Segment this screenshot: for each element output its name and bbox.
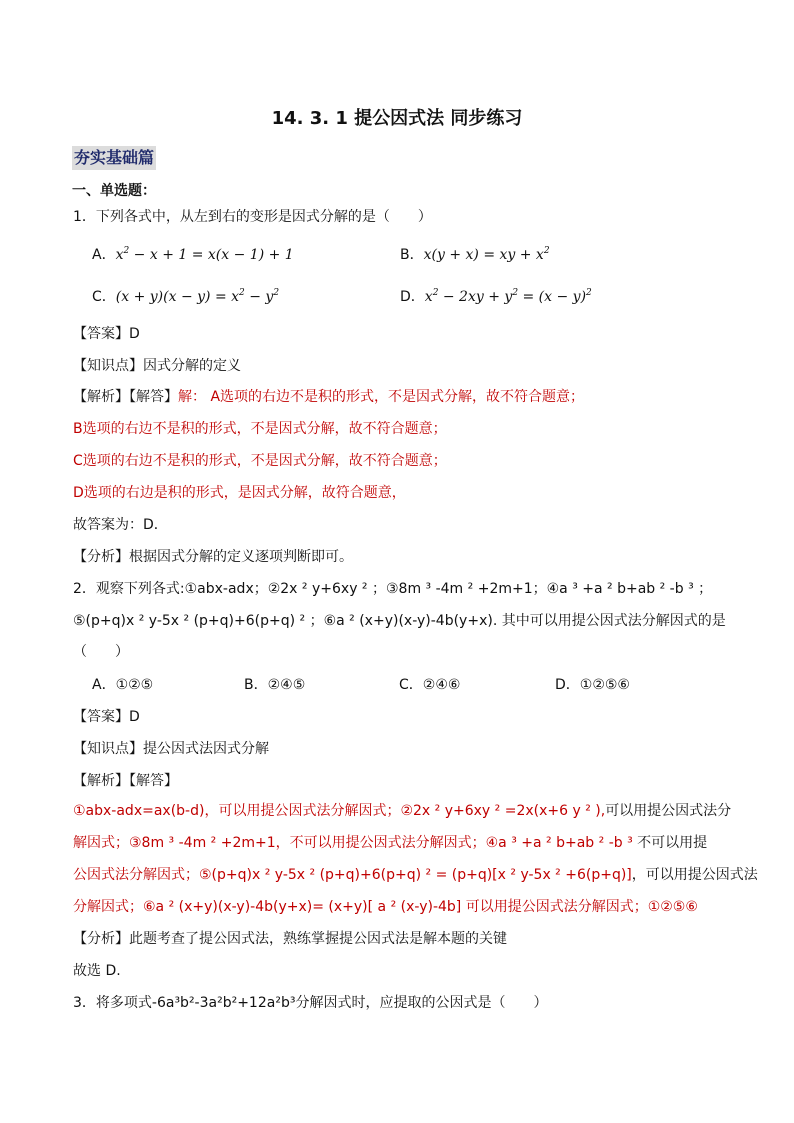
- q1-option-d-label: D．: [400, 289, 425, 305]
- q1-option-c: [92, 287, 279, 307]
- section-heading: 夯实基础篇: [72, 146, 156, 170]
- q1-analysis-tag: 【解析】【解答】: [73, 389, 178, 405]
- q2-option-d: D．①②⑤⑥: [555, 677, 630, 693]
- q2-stem-line-3: （ ）: [73, 644, 129, 660]
- q2-conclusion: 故选 D.: [73, 963, 121, 979]
- q1-conclusion: 故答案为：D．: [73, 517, 168, 533]
- question-type-heading: 一、单选题：: [72, 183, 156, 199]
- q1-option-a-label: A．: [92, 247, 116, 263]
- q1-analysis-line-1: 解： A选项的右边不是积的形式，不是因式分解，故不符合题意；: [178, 389, 585, 405]
- q2-solution-line-1: [73, 801, 731, 821]
- q1-option-b-formula: x(y + x) = xy + $x^2$: [423, 246, 550, 263]
- q2-analysis-tag: 【解析】【解答】: [73, 773, 178, 789]
- q2-solution-line-4: 分解因式；⑥a ² (x+y)(x-y)-4b(y+x)= (x+y)[ a ² (x-y)-4b] 可以用提公因式法分解因式；①②⑤⑥: [73, 899, 698, 915]
- q2-option-b: B．②④⑤: [244, 677, 306, 693]
- q2-solution-1-math: ①abx-adx=ax(b-d)，可以用提公因式法分解因式；②2x ² y+6xy ² =2x(x+6 y ² ),: [73, 803, 606, 819]
- q1-analysis-line-3: C选项的右边不是积的形式，不是因式分解，故不符合题意；: [73, 453, 447, 469]
- q1-analysis: [73, 387, 584, 407]
- q1-knowledge-text: 因式分解的定义: [143, 358, 241, 374]
- q1-option-d: [400, 287, 592, 307]
- q2-solution-line-3: [73, 865, 758, 885]
- q1-option-b: [400, 245, 550, 265]
- q2-stem-line-1: 2．观察下列各式:①abx-adx；②2x ² y+6xy ² ；③8m ³ -4m ² +2m+1；④a ³ +a ² b+ab ² -b ³ ；: [73, 581, 713, 597]
- q2-solution-2-math: 解因式；③8m ³ -4m ² +2m+1，不可以用提公因式法分解因式；④a ³ +a ² b+ab ² -b ³: [73, 835, 638, 851]
- q2-option-c: C．②④⑥: [399, 677, 461, 693]
- q2-solution-line-2: [73, 833, 707, 853]
- q1-option-b-label: B．: [400, 247, 424, 263]
- page-title: 14. 3. 1 提公因式法 同步练习: [271, 108, 523, 129]
- q2-solution-1-text: 可以用提公因式法分: [605, 803, 732, 819]
- q1-knowledge-tag: 【知识点】: [73, 358, 143, 374]
- q2-solution-3-text: ，可以用提公因式法: [631, 867, 758, 883]
- q1-fenxi-text: 根据因式分解的定义逐项判断即可。: [129, 549, 353, 565]
- q2-stem-line-2: ⑤(p+q)x ² y-5x ² (p+q)+6(p+q) ² ；⑥a ² (x+y)(x-y)-4b(y+x). 其中可以用提公因式法分解因式的是: [73, 613, 726, 629]
- q1-option-c-label: C．: [92, 289, 116, 305]
- q2-solution-2-text: 不可以用提: [637, 835, 708, 851]
- q1-fenxi-tag: 【分析】: [73, 549, 129, 565]
- q1-stem: 1．下列各式中，从左到右的变形是因式分解的是（ ）: [73, 209, 432, 225]
- q1-option-a: [92, 245, 294, 265]
- q1-analysis-line-2: B选项的右边不是积的形式，不是因式分解，故不符合题意；: [73, 421, 447, 437]
- q1-option-c-formula: $(x + y)(x - y) = x^2 - y^2$: [115, 288, 280, 305]
- q1-option-a-formula: $x^2 - x + 1 = x(x - 1) + 1$: [115, 246, 294, 263]
- q2-solution-3-math: 公因式法分解因式；⑤(p+q)x ² y-5x ² (p+q)+6(p+q) ² = (p+q)[x ² y-5x ² +6(p+q)]: [73, 867, 632, 883]
- q2-answer: 【答案】D: [73, 709, 140, 725]
- q1-answer: 【答案】D: [73, 326, 140, 342]
- q1-analysis-line-4: D选项的右边是积的形式，是因式分解，故符合题意，: [73, 485, 406, 501]
- q1-fenxi: [73, 547, 353, 567]
- q1-knowledge: [73, 356, 241, 376]
- q2-option-a: A．①②⑤: [92, 677, 154, 693]
- q1-option-d-formula: $x^2 - 2xy + y^2 = (x - y)^2$: [424, 288, 592, 305]
- q2-knowledge: 【知识点】提公因式法因式分解: [73, 741, 269, 757]
- q2-fenxi: 【分析】此题考查了提公因式法，熟练掌握提公因式法是解本题的关键: [73, 931, 507, 947]
- q3-stem: 3．将多项式-6a³b²-3a²b²+12a²b³分解因式时，应提取的公因式是（ ）: [73, 995, 548, 1011]
